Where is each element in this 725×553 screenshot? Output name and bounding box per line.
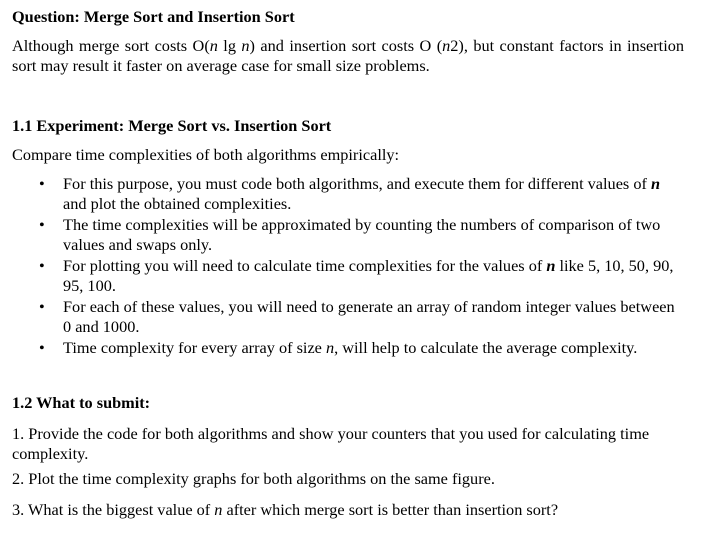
bullet-icon: • [39,215,45,234]
submit-heading: 1.2 What to submit: [12,393,151,412]
var-n: n [325,338,335,357]
question-title: Question: Merge Sort and Insertion Sort [12,7,295,26]
bullet-icon: • [39,256,45,275]
submit-item-2: 2. Plot the time complexity graphs for both algorithms on the same figure. [12,469,495,488]
bullet-icon: • [39,174,45,193]
bullet-item-4: • For each of these values, you will need to generate an array of random integer values between 0 and 1000. [39,297,675,336]
experiment-bullet-list [12,174,684,359]
var-n: n [546,256,556,275]
var-n: n [442,36,451,55]
var-n: n [241,36,250,55]
intro-text-2: ) and insertion sort costs O ( [249,36,443,55]
bullet-item-5: • Time complexity for every array of size n, will help to calculate the average complexity. [39,338,638,357]
submit-item-3: 3. What is the biggest value of n after which merge sort is better than insertion sort? [12,500,559,519]
var-n: n [209,36,218,55]
var-n: n [650,174,661,193]
experiment-heading: 1.1 Experiment: Merge Sort vs. Insertion Sort [12,116,332,135]
bullet-item-1: • For this purpose, you must code both algorithms, and execute them for different values of n and plot the obtained complexities. [39,174,661,213]
intro-paragraph [12,36,684,76]
bullet-item-3: • For plotting you will need to calculate time complexities for the values of n like 5, 10, 50, 90, 95, 100. [39,256,674,295]
bullet-icon: • [39,297,45,316]
submit-item-1: 1. Provide the code for both algorithms and show your counters that you used for calculating time complexity. [12,424,650,463]
intro-lg: lg [217,36,242,55]
experiment-lead: Compare time complexities of both algorithms empirically: [12,145,400,164]
bullet-icon: • [39,338,45,357]
intro-text-3: 2), but constant factors in insertion sort may result it faster on average case for small size problems. [12,36,685,75]
bullet-item-2: • The time complexities will be approximated by counting the numbers of comparison of two values and swaps only. [39,215,661,254]
intro-text-1: Although merge sort costs O( [12,36,210,55]
var-n: n [214,500,223,519]
